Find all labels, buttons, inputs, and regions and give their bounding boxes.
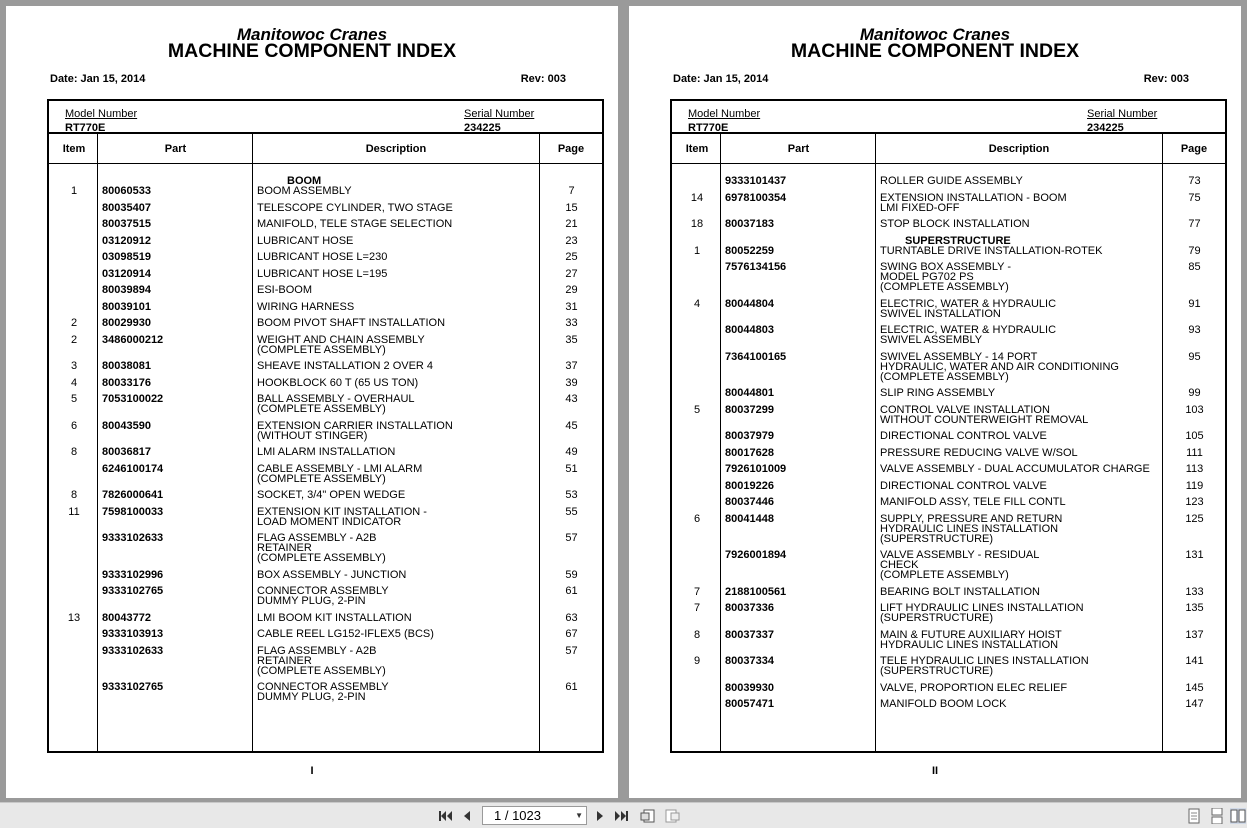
page-reference[interactable]: 103: [1185, 403, 1204, 416]
part-number: 80057471: [725, 698, 774, 710]
page-reference[interactable]: 37: [565, 360, 578, 372]
page-reference[interactable]: 21: [565, 218, 578, 230]
page-reference[interactable]: 99: [1188, 387, 1201, 399]
part-number: 80038081: [102, 360, 151, 372]
page-reference[interactable]: 25: [565, 251, 578, 263]
chevron-down-icon[interactable]: ▼: [575, 811, 583, 820]
item-number: 9: [693, 655, 701, 667]
item-number: 7: [693, 585, 701, 598]
part-number: 9333102765: [102, 681, 164, 693]
item-number: 8: [693, 628, 701, 641]
continuous-view-icon[interactable]: [1209, 808, 1225, 824]
item-number: 3: [70, 360, 78, 372]
part-number: 7826000641: [102, 489, 164, 501]
page-reference[interactable]: 63: [565, 611, 578, 624]
page-reference[interactable]: 15: [565, 201, 578, 214]
model-number-label: Model Number: [688, 108, 761, 120]
page-reference[interactable]: 27: [565, 267, 578, 280]
part-description: BOOM ASSEMBLY: [257, 185, 352, 197]
page-reference[interactable]: 147: [1185, 698, 1204, 710]
page-reference[interactable]: 31: [565, 300, 578, 313]
part-number: 80044801: [725, 387, 774, 399]
part-description: ESI-BOOM: [257, 284, 313, 296]
col-header-item: Item: [62, 143, 86, 155]
page-reference[interactable]: 95: [1188, 350, 1201, 363]
page-number: II: [931, 765, 939, 777]
item-number: 1: [70, 185, 78, 197]
part-description: ELECTRIC, WATER & HYDRAULIC SWIVEL ASSEMBLY: [880, 324, 1057, 346]
page-reference[interactable]: 123: [1185, 496, 1204, 508]
column-divider: [875, 134, 876, 751]
item-number: 14: [690, 191, 704, 204]
page-reference[interactable]: 131: [1185, 549, 1204, 561]
col-header-page: Page: [557, 143, 585, 155]
go-back-icon[interactable]: [640, 808, 656, 824]
part-number: 80039930: [725, 681, 774, 694]
item-number: 2: [70, 317, 78, 329]
part-description: DIRECTIONAL CONTROL VALVE: [880, 479, 1047, 492]
pdf-page-1: [6, 6, 618, 798]
model-header: [49, 101, 602, 134]
page-reference[interactable]: 137: [1185, 628, 1204, 641]
part-description: VALVE ASSEMBLY - RESIDUAL CHECK (COMPLETE ASSEMBLY): [880, 549, 1040, 581]
part-description: SOCKET, 3/4" OPEN WEDGE: [257, 489, 406, 501]
part-description: LMI BOOM KIT INSTALLATION: [257, 611, 412, 624]
item-number: 11: [68, 505, 80, 518]
col-header-part: Part: [164, 143, 187, 155]
part-description: SHEAVE INSTALLATION 2 OVER 4: [257, 360, 434, 372]
part-number: 80037515: [102, 218, 151, 230]
page-reference[interactable]: 59: [565, 568, 578, 581]
part-description: EXTENSION INSTALLATION - BOOM LMI FIXED-OFF: [880, 191, 1067, 214]
part-description: BOX ASSEMBLY - JUNCTION: [257, 568, 407, 581]
part-number: 9333102633: [102, 532, 164, 544]
part-number: 80041448: [725, 512, 774, 525]
part-description: CONNECTOR ASSEMBLY DUMMY PLUG, 2-PIN: [257, 681, 389, 703]
document-revision: Rev: 003: [520, 73, 566, 85]
part-number: 9333101437: [725, 175, 787, 187]
page-reference[interactable]: 29: [565, 284, 578, 296]
part-number: 80043772: [102, 611, 151, 624]
item-number: 6: [70, 419, 78, 432]
col-header-description: Description: [988, 143, 1050, 155]
first-page-icon[interactable]: [437, 808, 453, 824]
part-number: 80037299: [725, 403, 774, 416]
item-number: 1: [693, 244, 701, 257]
col-header-description: Description: [365, 143, 427, 155]
part-number: 6978100354: [725, 191, 787, 204]
component-table: [47, 99, 604, 753]
column-divider: [97, 134, 98, 751]
part-number: 9333102765: [102, 585, 164, 597]
part-number: 80037334: [725, 655, 774, 667]
col-header-page: Page: [1180, 143, 1208, 155]
part-description: SWIVEL ASSEMBLY - 14 PORT HYDRAULIC, WATER AND AIR CONDITIONING (COMPLETE ASSEMBLY): [880, 350, 1119, 383]
part-number: 80044803: [725, 324, 774, 336]
part-number: 9333103913: [102, 628, 164, 640]
go-forward-icon[interactable]: [664, 808, 680, 824]
part-description: BOOM PIVOT SHAFT INSTALLATION: [257, 317, 446, 329]
last-page-icon[interactable]: [614, 808, 630, 824]
part-description: CONNECTOR ASSEMBLY DUMMY PLUG, 2-PIN: [257, 585, 389, 607]
page-reference[interactable]: 73: [1188, 175, 1201, 187]
serial-number-value: 234225: [464, 122, 501, 134]
part-description: ELECTRIC, WATER & HYDRAULIC SWIVEL INSTALLATION: [880, 297, 1057, 320]
column-divider: [1162, 134, 1163, 751]
part-number: 7576134156: [725, 261, 787, 273]
page-reference[interactable]: 45: [565, 419, 578, 432]
part-number: 80036817: [102, 446, 151, 458]
item-number: 6: [693, 512, 701, 525]
part-number: 03098519: [102, 251, 151, 263]
model-number-value: RT770E: [65, 122, 106, 134]
part-description: CABLE ASSEMBLY - LMI ALARM (COMPLETE ASSEMBLY): [257, 462, 423, 485]
part-description: PRESSURE REDUCING VALVE W/SOL: [880, 446, 1078, 459]
part-description: SWING BOX ASSEMBLY - MODEL PG702 PS (COMPLETE ASSEMBLY): [880, 261, 1012, 293]
serial-number-label: Serial Number: [464, 108, 535, 120]
part-number: 7926101009: [725, 463, 787, 475]
section-title: BOOM: [287, 175, 322, 187]
part-description: CABLE REEL LG152-IFLEX5 (BCS): [257, 628, 434, 640]
part-number: 80037183: [725, 218, 774, 230]
part-description: TELESCOPE CYLINDER, TWO STAGE: [257, 201, 453, 214]
page-reference[interactable]: 53: [565, 489, 578, 501]
part-description: SUPPLY, PRESSURE AND RETURN HYDRAULIC LINES INSTALLATION (SUPERSTRUCTURE): [880, 512, 1063, 545]
column-divider: [539, 134, 540, 751]
part-number: 9333102633: [102, 644, 164, 657]
next-page-icon[interactable]: [592, 808, 608, 824]
item-number: 4: [693, 297, 701, 310]
page-reference[interactable]: 35: [565, 333, 578, 346]
item-number: 2: [70, 333, 78, 346]
page-reference[interactable]: 111: [1186, 446, 1203, 459]
part-number: 80037446: [725, 496, 774, 508]
page-reference[interactable]: 39: [565, 376, 578, 389]
part-number: 80037337: [725, 628, 774, 641]
page-reference[interactable]: 93: [1188, 324, 1201, 336]
col-header-part: Part: [787, 143, 810, 155]
item-number: 4: [70, 376, 78, 389]
item-number: 8: [70, 446, 78, 458]
part-number: 7926001894: [725, 549, 787, 561]
viewer-toolbar: [0, 802, 1247, 828]
page-reference[interactable]: 91: [1188, 297, 1201, 310]
document-date: Date: Jan 15, 2014: [673, 73, 769, 85]
part-description: EXTENSION KIT INSTALLATION - LOAD MOMENT INDICATOR: [257, 505, 427, 528]
pdf-page-2: [629, 6, 1241, 798]
part-description: FLAG ASSEMBLY - A2B RETAINER (COMPLETE ASSEMBLY): [257, 644, 386, 677]
page-reference[interactable]: 125: [1185, 512, 1204, 525]
part-description: CONTROL VALVE INSTALLATION WITHOUT COUNTERWEIGHT REMOVAL: [880, 403, 1089, 426]
part-description: HOOKBLOCK 60 T (65 US TON): [257, 376, 419, 389]
part-description: SLIP RING ASSEMBLY: [880, 387, 996, 399]
part-number: 9333102996: [102, 568, 164, 581]
page-reference[interactable]: 57: [565, 644, 578, 657]
part-description: LUBRICANT HOSE: [257, 234, 354, 247]
page-reference[interactable]: 61: [565, 681, 578, 693]
part-description: MANIFOLD ASSY, TELE FILL CONTL: [880, 496, 1066, 508]
document-revision: Rev: 003: [1143, 73, 1189, 85]
part-description: TURNTABLE DRIVE INSTALLATION-ROTEK: [880, 244, 1103, 257]
part-description: MANIFOLD BOOM LOCK: [880, 698, 1007, 710]
page-reference[interactable]: 85: [1188, 261, 1201, 273]
part-number: 80039894: [102, 284, 151, 296]
page-reference[interactable]: 135: [1185, 602, 1204, 614]
page-indicator-text: 1 / 1023: [494, 808, 541, 823]
company-name: Manitowoc Cranes: [859, 25, 1011, 44]
document-date: Date: Jan 15, 2014: [50, 73, 146, 85]
serial-number-value: 234225: [1087, 122, 1124, 134]
column-headers: [672, 134, 1225, 164]
page-reference[interactable]: 57: [565, 532, 578, 544]
page-reference[interactable]: 105: [1185, 430, 1204, 442]
part-description: LMI ALARM INSTALLATION: [257, 446, 396, 458]
facing-view-icon[interactable]: [1230, 808, 1246, 824]
item-number: 5: [693, 403, 701, 416]
page-reference[interactable]: 113: [1185, 463, 1204, 475]
part-number: 7053100022: [102, 393, 164, 405]
part-description: LUBRICANT HOSE L=195: [257, 267, 388, 280]
page-reference[interactable]: 43: [565, 393, 578, 405]
model-number-label: Model Number: [65, 108, 138, 120]
page-reference[interactable]: 61: [565, 585, 578, 597]
part-description: LUBRICANT HOSE L=230: [257, 251, 388, 263]
part-number: 80039101: [102, 300, 151, 313]
page-reference[interactable]: 133: [1185, 585, 1204, 598]
model-header: [672, 101, 1225, 134]
item-number: 8: [70, 489, 78, 501]
part-number: 80019226: [725, 479, 774, 492]
part-description: FLAG ASSEMBLY - A2B RETAINER (COMPLETE ASSEMBLY): [257, 532, 386, 564]
page-reference[interactable]: 7: [568, 185, 575, 197]
document-title: MACHINE COMPONENT INDEX: [167, 40, 457, 62]
part-number: 80033176: [102, 376, 151, 389]
part-number: 80035407: [102, 201, 151, 214]
page-reference[interactable]: 79: [1188, 244, 1201, 257]
page-reference[interactable]: 119: [1185, 479, 1204, 492]
part-description: BEARING BOLT INSTALLATION: [880, 585, 1040, 598]
page-number-input[interactable]: [482, 806, 587, 825]
part-description: ROLLER GUIDE ASSEMBLY: [880, 175, 1023, 187]
col-header-item: Item: [685, 143, 709, 155]
prev-page-icon[interactable]: [459, 808, 475, 824]
part-description: VALVE ASSEMBLY - DUAL ACCUMULATOR CHARGE: [880, 463, 1150, 475]
item-number: 13: [67, 611, 81, 624]
part-description: MANIFOLD, TELE STAGE SELECTION: [257, 218, 453, 230]
part-number: 2188100561: [725, 585, 787, 598]
part-number: 80017628: [725, 446, 774, 459]
part-number: 80044804: [725, 297, 774, 310]
item-number: 5: [70, 393, 78, 405]
company-name: Manitowoc Cranes: [236, 25, 388, 44]
part-number: 80052259: [725, 244, 774, 257]
part-description: BALL ASSEMBLY - OVERHAUL (COMPLETE ASSEMBLY): [257, 393, 415, 415]
part-number: 7598100033: [102, 505, 164, 518]
part-number: 80029930: [102, 317, 151, 329]
part-description: EXTENSION CARRIER INSTALLATION (WITHOUT STINGER): [257, 419, 453, 442]
component-table: [670, 99, 1227, 753]
part-number: 80037336: [725, 602, 774, 614]
part-description: STOP BLOCK INSTALLATION: [880, 218, 1030, 230]
page-reference[interactable]: 49: [565, 446, 578, 458]
part-number: 7364100165: [725, 350, 787, 363]
part-description: MAIN & FUTURE AUXILIARY HOIST HYDRAULIC LINES INSTALLATION: [880, 628, 1062, 651]
part-description: LIFT HYDRAULIC LINES INSTALLATION (SUPERSTRUCTURE): [880, 602, 1084, 624]
document-title: MACHINE COMPONENT INDEX: [790, 40, 1080, 62]
page-reference[interactable]: 141: [1185, 655, 1204, 667]
part-number: 6246100174: [102, 462, 164, 475]
part-number: 80060533: [102, 185, 151, 197]
page-reference[interactable]: 51: [565, 462, 578, 475]
part-number: 80043590: [102, 419, 151, 432]
part-description: TELE HYDRAULIC LINES INSTALLATION (SUPERSTRUCTURE): [880, 655, 1089, 677]
serial-number-label: Serial Number: [1087, 108, 1158, 120]
part-description: VALVE, PROPORTION ELEC RELIEF: [880, 681, 1068, 694]
part-description: WIRING HARNESS: [257, 300, 355, 313]
page-reference[interactable]: 145: [1185, 681, 1204, 694]
page-number: I: [310, 765, 314, 777]
item-number: 18: [690, 218, 704, 230]
page-reference[interactable]: 55: [565, 505, 578, 518]
page-reference[interactable]: 75: [1188, 191, 1201, 204]
section-title: SUPERSTRUCTURE: [905, 234, 1011, 247]
part-description: DIRECTIONAL CONTROL VALVE: [880, 430, 1047, 442]
model-number-value: RT770E: [688, 122, 729, 134]
part-number: 03120912: [102, 234, 151, 247]
single-page-view-icon[interactable]: [1186, 808, 1202, 824]
page-reference[interactable]: 23: [565, 234, 578, 247]
column-headers: [49, 134, 602, 164]
part-description: WEIGHT AND CHAIN ASSEMBLY (COMPLETE ASSEMBLY): [257, 333, 425, 356]
part-number: 03120914: [102, 267, 151, 280]
page-reference[interactable]: 77: [1188, 218, 1201, 230]
page-reference[interactable]: 33: [565, 317, 578, 329]
page-reference[interactable]: 67: [565, 628, 578, 640]
part-number: 3486000212: [102, 333, 164, 346]
part-number: 80037979: [725, 430, 774, 442]
column-divider: [252, 134, 253, 751]
item-number: 7: [693, 602, 701, 614]
